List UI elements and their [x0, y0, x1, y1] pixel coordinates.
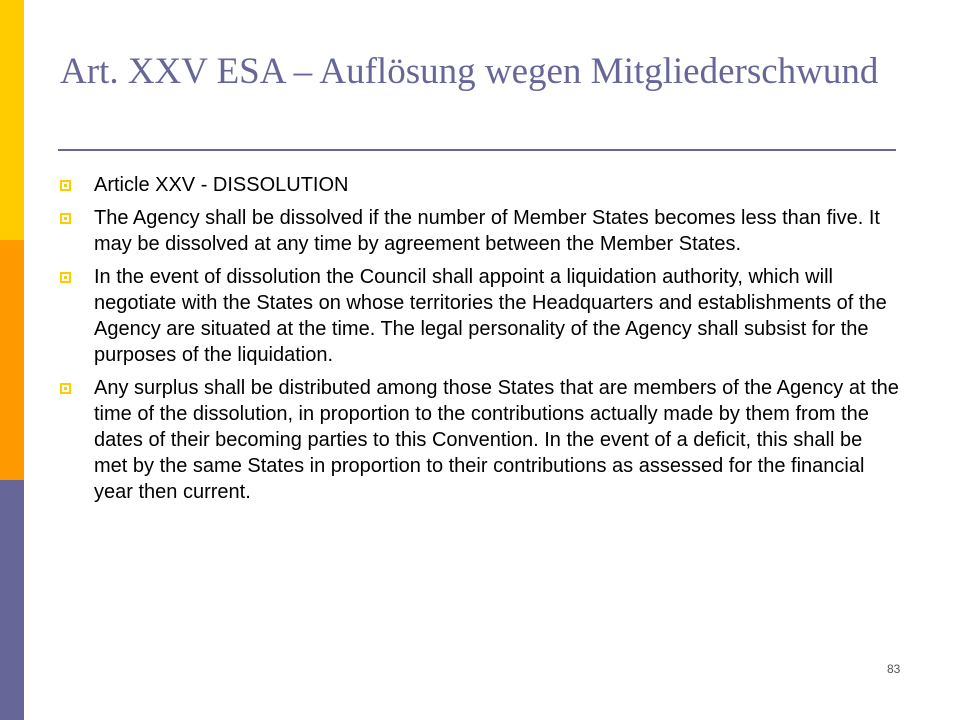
bullet-text: The Agency shall be dissolved if the number of Member States becomes less than five. It may be dissolved at any time by agreement between the Member States.: [94, 207, 880, 255]
slide-content: [60, 172, 900, 512]
bullet-item: [60, 205, 900, 257]
square-bullet-icon: [60, 180, 71, 191]
bullet-text: Any surplus shall be distributed among those States that are members of the Agency at the time of the dissolution, in proportion to the contributions actually made by them from the dates of their becoming parties to this Convention. In the event of a deficit, this shall be met by the same States in proportion to their contributions as assessed for the financial year then current.: [94, 377, 899, 503]
bullet-item: [60, 172, 900, 198]
slide-title: Art. XXV ESA – Auflösung wegen Mitgliederschwund: [60, 51, 879, 92]
bullet-item: [60, 264, 900, 368]
bullet-text: Article XXV - DISSOLUTION: [94, 174, 349, 196]
side-bar-orange-segment: [0, 240, 24, 480]
square-bullet-icon: [60, 213, 71, 224]
square-bullet-icon: [60, 383, 71, 394]
page-number: 83: [887, 662, 901, 676]
title-divider: [58, 149, 896, 151]
square-bullet-icon: [60, 272, 71, 283]
bullet-item: [60, 375, 900, 505]
side-bar-yellow-segment: [0, 0, 24, 240]
side-bar-purple-segment: [0, 480, 24, 720]
bullet-text: In the event of dissolution the Council shall appoint a liquidation authority, which will negotiate with the States on whose territories the Headquarters and establishments of the Agency are situated at the time. The legal personality of the Agency shall subsist for the purposes of the liquidation.: [94, 266, 887, 366]
